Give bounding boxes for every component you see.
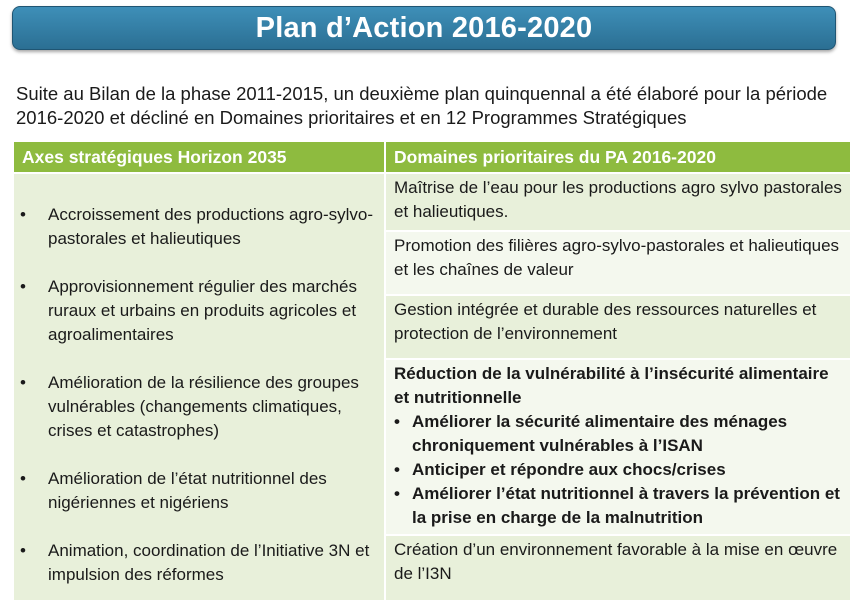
bullet-icon: • [20,541,26,560]
header-domaines: Domaines prioritaires du PA 2016-2020 [386,142,850,172]
domaine-row [386,174,850,230]
domaine-bullet [394,458,842,482]
domaine-row-vulnerabilite [386,360,850,534]
axe-text: Amélioration de l’état nutritionnel des nigériennes et nigériens [48,469,327,512]
axe-text: Amélioration de la résilience des groupes vulnérables (changements climatiques, crises et catastrophes) [48,373,359,440]
axe-text: Animation, coordination de l’Initiative 3N et impulsion des réformes [48,541,370,584]
domaine-text: Promotion des filières agro-sylvo-pastorales et halieutiques et les chaînes de valeur [394,236,840,279]
title-banner [12,6,836,50]
domaine-text: Création d’un environnement favorable à la mise en œuvre de l’I3N [394,540,838,583]
bullet-icon: • [20,205,26,224]
axe-text: Accroissement des productions agro-sylvo-pastorales et halieutiques [48,205,374,248]
domaine-row [386,296,850,358]
axe-item [20,203,374,251]
intro-paragraph: Suite au Bilan de la phase 2011-2015, un deuxième plan quinquennal a été élaboré pour la période 2016-2020 et décliné en Domaines prioritaires et en 12 Programmes Stratégiques [16,83,828,128]
domaine-bullet-text: Améliorer l’état nutritionnel à travers la prévention et la prise en charge de la malnutrition [412,484,840,527]
bullet-icon: • [20,277,26,296]
axe-item [20,371,374,443]
axe-item [20,539,374,587]
bullet-icon: • [394,460,400,479]
domaine-text: Maîtrise de l’eau pour les productions agro sylvo pastorales et halieutiques. [394,178,842,221]
axe-item [20,275,374,347]
domaine-text: Gestion intégrée et durable des ressources naturelles et protection de l’environnement [394,300,817,343]
bullet-icon: • [394,412,400,431]
domaine-bullet-text: Anticiper et répondre aux chocs/crises [412,460,726,479]
domaine-bullet-text: Améliorer la sécurité alimentaire des ménages chroniquement vulnérables à l’ISAN [412,412,788,455]
domaine-title: Réduction de la vulnérabilité à l’insécurité alimentaire et nutritionnelle [394,364,829,407]
bullet-icon: • [394,484,400,503]
bullet-icon: • [20,469,26,488]
bullet-icon: • [20,373,26,392]
axes-column [14,174,384,600]
strategy-table [14,142,850,600]
domaine-bullet [394,410,842,458]
axe-text: Approvisionnement régulier des marchés ruraux et urbains en produits agricoles et agroalimentaires [48,277,357,344]
header-axes: Axes stratégiques Horizon 2035 [14,142,384,172]
page-title: Plan d’Action 2016-2020 [255,11,593,44]
domaine-row [386,536,850,600]
axe-item [20,467,374,515]
domaine-row [386,232,850,294]
domaine-bullet [394,482,842,530]
